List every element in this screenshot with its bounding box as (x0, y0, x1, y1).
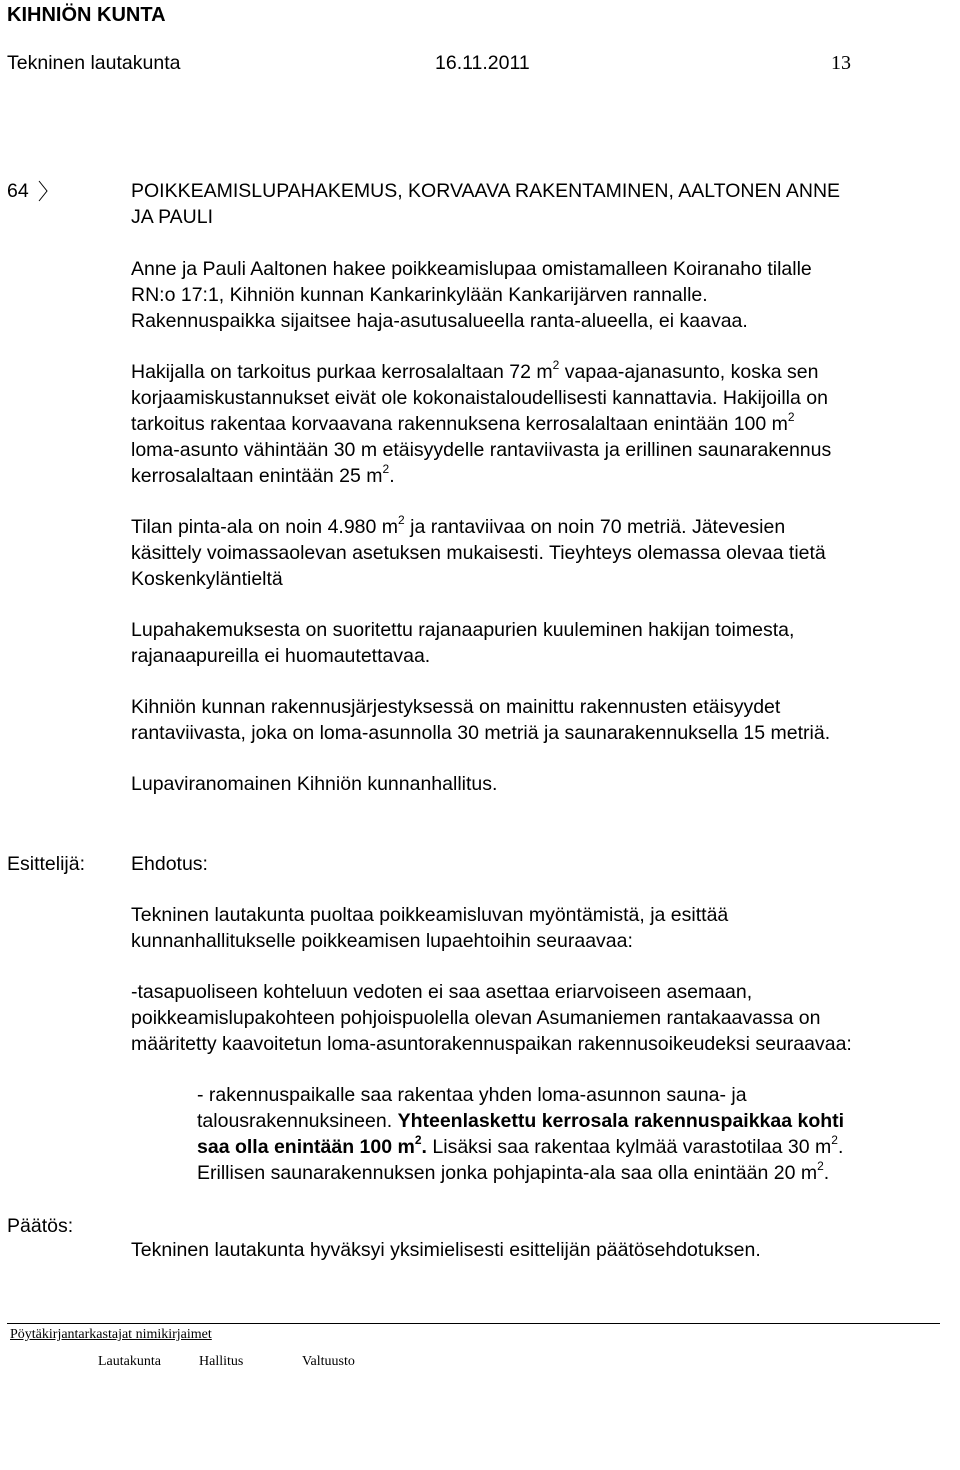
bullet-text-line (197, 1134, 843, 1160)
superscript: 2 (787, 410, 795, 424)
signature-title: Pöytäkirjantarkastajat nimikirjaimet (10, 1327, 212, 1342)
text-fragment: Erillisen saunarakennuksen jonka pohjapinta-ala saa olla enintään 20 m (197, 1162, 818, 1184)
body-text-line: RN:o 17:1, Kihniön kunnan Kankarinkylään Kankarijärven rannalle. (131, 284, 708, 306)
superscript: 2 (552, 358, 560, 372)
page-number: 13 (831, 52, 851, 74)
section-number: 64 (7, 180, 29, 202)
body-text-line: Lupaviranomainen Kihniön kunnanhallitus. (131, 773, 498, 795)
body-text-line: Rakennuspaikka sijaitsee haja-asutusalueella ranta-alueella, ei kaavaa. (131, 310, 748, 332)
body-text-line: Koskenkyläntieltä (131, 568, 283, 590)
text-fragment: talousrakennuksineen. (197, 1110, 398, 1132)
signature-box (7, 1323, 940, 1464)
proposal-text-line: Tekninen lautakunta puoltaa poikkeamisluvan myöntämistä, ja esittää (131, 904, 729, 926)
signature-column-valtuusto: Valtuusto (302, 1354, 355, 1369)
bold-text: . (421, 1136, 427, 1158)
text-fragment: Hakijalla on tarkoitus purkaa kerrosalaltaan 72 m (131, 361, 553, 383)
section-mark-icon (36, 180, 50, 202)
presenter-label: Esittelijä: (7, 853, 86, 875)
superscript: 2 (817, 1159, 824, 1173)
body-text-line (131, 411, 795, 437)
body-text-line (131, 514, 785, 540)
superscript: 2 (398, 513, 405, 527)
bullet-text-line: - rakennuspaikalle saa rakentaa yhden loma-asunnon sauna- ja (197, 1084, 747, 1106)
proposal-text-line: poikkeamislupakohteen pohjoispuolella olevan Asumaniemen rantakaavassa on (131, 1007, 821, 1029)
body-text-line: käsittely voimassaolevan asetuksen mukaisesti. Tieyhteys olemassa olevaa tietä (131, 542, 826, 564)
text-fragment: ja rantaviivaa on noin 70 metriä. Jätevesien (404, 516, 786, 538)
section-title-line2: JA PAULI (131, 206, 214, 228)
section-title-line1: POIKKEAMISLUPAHAKEMUS, KORVAAVA RAKENTAMINEN, AALTONEN ANNE (131, 180, 841, 202)
text-fragment: Lisäksi saa rakentaa kylmää varastotilaa 30 m (426, 1136, 832, 1158)
body-text-line: Lupahakemuksesta on suoritettu rajanaapurien kuuleminen hakijan toimesta, (131, 619, 795, 641)
body-text-line: rajanaapureilla ei huomautettavaa. (131, 645, 431, 667)
body-text-line: korjaamiskustannukset eivät ole kokonaistaloudellisesti kannattavia. Hakijoilla on (131, 387, 828, 409)
signature-column-lautakunta: Lautakunta (98, 1354, 161, 1369)
bullet-text-line (197, 1108, 844, 1134)
body-text-line: Anne ja Pauli Aaltonen hakee poikkeamislupaa omistamalleen Koiranaho tilalle (131, 258, 812, 280)
body-text-line: loma-asunto vähintään 30 m etäisyydelle rantaviivasta ja erillinen saunarakennus (131, 439, 832, 461)
bullet-text-line (197, 1160, 829, 1186)
signature-column-hallitus: Hallitus (199, 1354, 244, 1369)
body-text-line: Kihniön kunnan rakennusjärjestyksessä on mainittu rakennusten etäisyydet (131, 696, 781, 718)
board-name: Tekninen lautakunta (7, 52, 181, 74)
municipality-name: KIHNIÖN KUNTA (7, 4, 166, 26)
bold-text: saa olla enintään 100 m (197, 1136, 415, 1158)
superscript: 2 (414, 1133, 422, 1147)
decision-text: Tekninen lautakunta hyväksyi yksimielisesti esittelijän päätösehdotuksen. (131, 1239, 761, 1261)
text-fragment: . (823, 1162, 830, 1184)
body-text-line (131, 463, 395, 489)
body-text-line (131, 359, 818, 385)
text-fragment: kerrosalaltaan enintään 25 m (131, 465, 383, 487)
meeting-date: 16.11.2011 (435, 52, 530, 74)
body-text-line: rantaviivasta, joka on loma-asunnolla 30 metriä ja saunarakennuksella 15 metriä. (131, 722, 831, 744)
bold-text: Yhteenlaskettu kerrosala rakennuspaikkaa kohti (397, 1110, 845, 1132)
proposal-label: Ehdotus: (131, 853, 208, 875)
text-fragment: vapaa-ajanasunto, koska sen (559, 361, 819, 383)
text-fragment: . (837, 1136, 844, 1158)
text-fragment: Tilan pinta-ala on noin 4.980 m (131, 516, 399, 538)
text-fragment: . (389, 465, 395, 487)
text-fragment: tarkoitus rakentaa korvaavana rakennuksena kerrosalaltaan enintään 100 m (131, 413, 788, 435)
superscript: 2 (831, 1133, 838, 1147)
superscript: 2 (382, 462, 390, 476)
proposal-text-line: määritetty kaavoitetun loma-asuntorakennuspaikan rakennusoikeudeksi seuraavaa: (131, 1033, 852, 1055)
decision-label: Päätös: (7, 1215, 74, 1237)
proposal-text-line: -tasapuoliseen kohteluun vedoten ei saa asettaa eriarvoiseen asemaan, (131, 981, 753, 1003)
proposal-text-line: kunnanhallitukselle poikkeamisen lupaehtoihin seuraavaa: (131, 930, 633, 952)
